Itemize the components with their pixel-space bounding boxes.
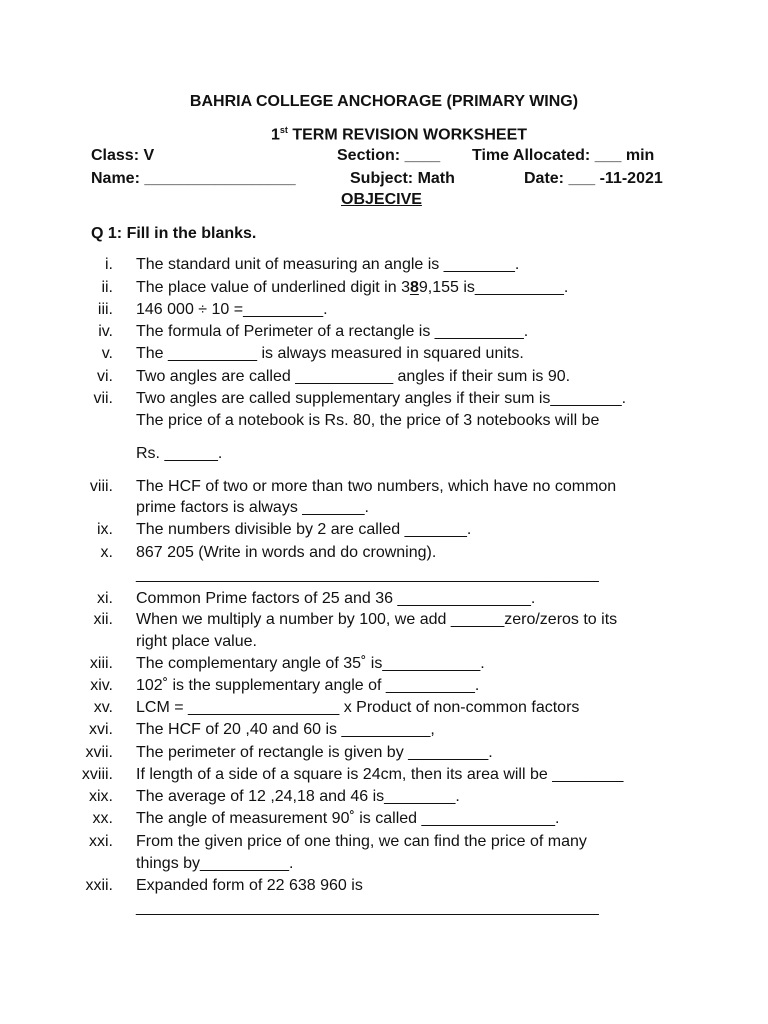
question-number: x. — [100, 544, 113, 561]
name-label: Name: _________________ — [91, 170, 296, 187]
question-number: xiii. — [89, 655, 113, 672]
question-text: 867 205 (Write in words and do crowning). — [136, 544, 437, 561]
question-number: iii. — [97, 301, 113, 318]
school-title: BAHRIA COLLEGE ANCHORAGE (PRIMARY WING) — [189, 93, 579, 110]
question-number: xviii. — [81, 766, 113, 783]
worksheet-title: 1st TERM REVISION WORKSHEET — [270, 125, 528, 144]
question-text: From the given price of one thing, we can find the price of many — [136, 833, 587, 850]
question-text: The numbers divisible by 2 are called _______. — [136, 521, 472, 538]
question-number: xvii. — [85, 744, 113, 761]
question-text: The place value of underlined digit in 389,155 is__________. — [136, 279, 569, 296]
question-number: xx. — [92, 810, 113, 827]
question-text: 102˚ is the supplementary angle of __________. — [136, 677, 480, 694]
question-number: ii. — [101, 279, 113, 296]
question-text: The HCF of 20 ,40 and 60 is __________, — [136, 721, 435, 738]
time-allocated-label: Time Allocated: ___ min — [472, 147, 655, 164]
q1-heading: Q 1: Fill in the blanks. — [91, 225, 257, 242]
question-number: xiv. — [90, 677, 113, 694]
question-number: i. — [105, 256, 113, 273]
question-text: The angle of measurement 90˚ is called _______________. — [136, 810, 560, 827]
question-text: When we multiply a number by 100, we add ______zero/zeros to its — [136, 611, 618, 628]
underlined-digit: 8 — [409, 279, 419, 296]
section-label: Section: ____ — [337, 147, 441, 164]
question-text: The complementary angle of 35˚ is___________. — [136, 655, 485, 672]
question-text: Two angles are called supplementary angles if their sum is________. — [136, 390, 627, 407]
question-number: xv. — [93, 699, 113, 716]
question-text-continued: The price of a notebook is Rs. 80, the price of 3 notebooks will be — [136, 412, 600, 429]
question-number: xxii. — [85, 877, 113, 894]
question-number: vi. — [97, 368, 113, 385]
question-number: xix. — [89, 788, 113, 805]
class-label: Class: V — [91, 147, 155, 164]
question-text-continued: Rs. ______. — [136, 445, 223, 462]
question-number: xi. — [97, 590, 113, 607]
question-number: xvi. — [89, 721, 113, 738]
question-text-continued: ____________________________________________________ — [136, 566, 599, 583]
question-text: The perimeter of rectangle is given by _________. — [136, 744, 493, 761]
question-text: The formula of Perimeter of a rectangle is __________. — [136, 323, 529, 340]
question-text: Common Prime factors of 25 and 36 _______________. — [136, 590, 536, 607]
question-number: v. — [101, 345, 113, 362]
question-number: iv. — [98, 323, 113, 340]
question-text: The __________ is always measured in squared units. — [136, 345, 524, 362]
question-number: xxi. — [89, 833, 113, 850]
question-text: Two angles are called ___________ angles if their sum is 90. — [136, 368, 571, 385]
question-text-continued: ____________________________________________________ — [136, 899, 599, 916]
question-text-continued: prime factors is always _______. — [136, 499, 369, 516]
date-label: Date: ___ -11-2021 — [524, 170, 663, 187]
objective-heading: OBJECIVE — [341, 191, 422, 208]
question-number: ix. — [97, 521, 113, 538]
question-number: viii. — [89, 478, 113, 495]
question-text: The HCF of two or more than two numbers, which have no common — [136, 478, 617, 495]
question-number: vii. — [93, 390, 113, 407]
question-text-continued: things by__________. — [136, 855, 294, 872]
question-text: Expanded form of 22 638 960 is — [136, 877, 363, 894]
question-text-continued: right place value. — [136, 633, 257, 650]
question-text: The average of 12 ,24,18 and 46 is________. — [136, 788, 460, 805]
question-text: 146 000 ÷ 10 =_________. — [136, 301, 328, 318]
question-text: If length of a side of a square is 24cm, then its area will be ________ — [136, 766, 624, 783]
subject-label: Subject: Math — [350, 170, 455, 187]
question-text: The standard unit of measuring an angle is ________. — [136, 256, 520, 273]
question-number: xii. — [93, 611, 113, 628]
question-text: LCM = _________________ x Product of non-common factors — [136, 699, 580, 716]
